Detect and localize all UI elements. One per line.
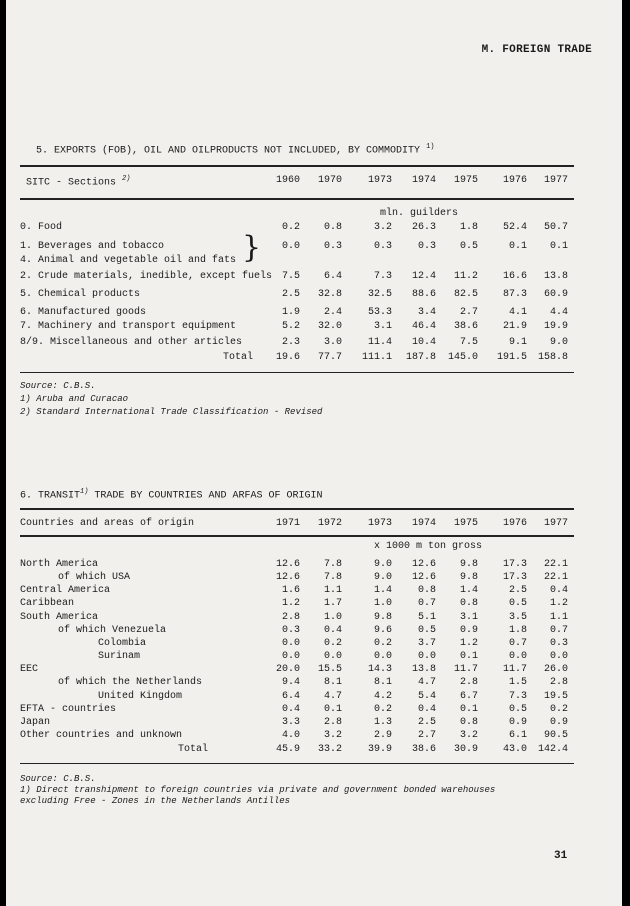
row-label: Caribbean xyxy=(20,598,75,609)
table6-title xyxy=(20,488,322,501)
row-label: of which the Netherlands xyxy=(58,677,203,688)
value-cell: 0.7 xyxy=(508,638,527,649)
value-cell: 0.1 xyxy=(549,241,568,252)
value-cell: 0.8 xyxy=(459,598,478,609)
value-cell: 4.2 xyxy=(373,691,392,702)
value-cell: 26.3 xyxy=(411,222,436,233)
value-cell: 0.2 xyxy=(281,222,300,233)
value-cell: 32.5 xyxy=(367,289,392,300)
value-cell: 0.0 xyxy=(281,651,300,662)
value-cell: 19.6 xyxy=(275,352,300,363)
value-cell: 6.4 xyxy=(281,691,300,702)
table5-row-brace: } xyxy=(242,230,262,265)
table5-header-rule xyxy=(20,198,574,200)
value-cell: 0.9 xyxy=(508,717,527,728)
row-label: 1. Beverages and tobacco xyxy=(20,241,165,252)
value-cell: 12.6 xyxy=(411,572,436,583)
total-label: Total xyxy=(178,744,209,755)
value-cell: 111.1 xyxy=(361,352,392,363)
value-cell: 9.0 xyxy=(373,572,392,583)
value-cell: 12.4 xyxy=(411,271,436,282)
value-cell: 6.7 xyxy=(459,691,478,702)
table6-header-rule xyxy=(20,535,574,537)
year-header: 1960 xyxy=(275,175,300,186)
value-cell: 2.8 xyxy=(323,717,342,728)
value-cell: 145.0 xyxy=(447,352,478,363)
table5-title-footnote-mark: 1) xyxy=(426,143,435,151)
value-cell: 17.3 xyxy=(502,559,527,570)
value-cell: 0.3 xyxy=(281,625,300,636)
table5-unit: mln. guilders xyxy=(380,208,459,219)
value-cell: 0.7 xyxy=(549,625,568,636)
value-cell: 9.1 xyxy=(508,337,527,348)
row-label: United Kingdom xyxy=(98,691,183,702)
value-cell: 7.3 xyxy=(508,691,527,702)
value-cell: 22.1 xyxy=(543,572,568,583)
value-cell: 30.9 xyxy=(453,744,478,755)
value-cell: 3.1 xyxy=(459,612,478,623)
table5-col-label xyxy=(26,175,130,188)
value-cell: 2.5 xyxy=(417,717,436,728)
year-header: 1973 xyxy=(367,518,392,529)
value-cell: 50.7 xyxy=(543,222,568,233)
page-number: 31 xyxy=(554,850,568,862)
value-cell: 7.3 xyxy=(373,271,392,282)
value-cell: 46.4 xyxy=(411,321,436,332)
value-cell: 15.5 xyxy=(317,664,342,675)
table6-title-footnote-mark: 1) xyxy=(80,488,89,496)
value-cell: 21.9 xyxy=(502,321,527,332)
value-cell: 1.0 xyxy=(373,598,392,609)
value-cell: 1.2 xyxy=(459,638,478,649)
value-cell: 0.2 xyxy=(373,704,392,715)
row-label: 4. Animal and vegetable oil and fats xyxy=(20,255,237,266)
value-cell: 9.8 xyxy=(373,612,392,623)
table5-title xyxy=(36,143,434,156)
table6-note: excluding Free - Zones in the Netherlands Antilles xyxy=(20,796,291,806)
value-cell: 0.1 xyxy=(459,704,478,715)
value-cell: 0.2 xyxy=(323,638,342,649)
value-cell: 0.0 xyxy=(281,638,300,649)
year-header: 1970 xyxy=(317,175,342,186)
value-cell: 1.2 xyxy=(549,598,568,609)
value-cell: 158.8 xyxy=(537,352,568,363)
table5-bottom-rule xyxy=(20,372,574,373)
value-cell: 0.2 xyxy=(549,704,568,715)
year-header: 1971 xyxy=(275,518,300,529)
table5-col-label-text: SITC - Sections xyxy=(26,177,117,189)
row-label: 2. Crude materials, inedible, except fuels xyxy=(20,271,273,282)
value-cell: 191.5 xyxy=(496,352,527,363)
value-cell: 2.8 xyxy=(549,677,568,688)
row-label: of which Venezuela xyxy=(58,625,167,636)
value-cell: 0.8 xyxy=(323,222,342,233)
value-cell: 1.8 xyxy=(508,625,527,636)
value-cell: 0.5 xyxy=(459,241,478,252)
value-cell: 3.7 xyxy=(417,638,436,649)
value-cell: 0.7 xyxy=(417,598,436,609)
value-cell: 4.0 xyxy=(281,730,300,741)
value-cell: 12.6 xyxy=(411,559,436,570)
value-cell: 9.8 xyxy=(459,572,478,583)
value-cell: 0.4 xyxy=(281,704,300,715)
value-cell: 14.3 xyxy=(367,664,392,675)
value-cell: 0.0 xyxy=(281,241,300,252)
row-label: Other countries and unknown xyxy=(20,730,183,741)
year-header: 1973 xyxy=(367,175,392,186)
value-cell: 0.3 xyxy=(373,241,392,252)
value-cell: 0.0 xyxy=(508,651,527,662)
value-cell: 6.4 xyxy=(323,271,342,282)
value-cell: 38.6 xyxy=(411,744,436,755)
value-cell: 2.9 xyxy=(373,730,392,741)
running-header: M. FOREIGN TRADE xyxy=(481,44,592,56)
table5-note: Source: C.B.S. xyxy=(20,381,96,391)
row-label: Japan xyxy=(20,717,51,728)
value-cell: 4.7 xyxy=(417,677,436,688)
value-cell: 1.0 xyxy=(323,612,342,623)
value-cell: 3.0 xyxy=(323,337,342,348)
value-cell: 12.6 xyxy=(275,559,300,570)
table6-title-suffix: TRADE BY COUNTRIES AND ARFAS OF ORIGIN xyxy=(88,490,323,502)
value-cell: 4.1 xyxy=(508,307,527,318)
table6-top-rule xyxy=(20,508,574,510)
value-cell: 0.8 xyxy=(459,717,478,728)
value-cell: 0.3 xyxy=(417,241,436,252)
year-header: 1975 xyxy=(453,175,478,186)
row-label: 8/9. Miscellaneous and other articles xyxy=(20,337,243,348)
value-cell: 1.1 xyxy=(549,612,568,623)
value-cell: 7.8 xyxy=(323,559,342,570)
value-cell: 2.7 xyxy=(417,730,436,741)
year-header: 1976 xyxy=(502,518,527,529)
value-cell: 3.2 xyxy=(373,222,392,233)
table5-note: 1) Aruba and Curacao xyxy=(20,394,129,404)
row-label: South America xyxy=(20,612,99,623)
value-cell: 9.0 xyxy=(373,559,392,570)
value-cell: 0.4 xyxy=(549,585,568,596)
value-cell: 22.1 xyxy=(543,559,568,570)
value-cell: 2.8 xyxy=(459,677,478,688)
table6-note: Source: C.B.S. xyxy=(20,774,96,784)
value-cell: 142.4 xyxy=(537,744,568,755)
value-cell: 17.3 xyxy=(502,572,527,583)
value-cell: 43.0 xyxy=(502,744,527,755)
value-cell: 82.5 xyxy=(453,289,478,300)
value-cell: 5.2 xyxy=(281,321,300,332)
value-cell: 3.3 xyxy=(281,717,300,728)
value-cell: 13.8 xyxy=(411,664,436,675)
value-cell: 0.0 xyxy=(417,651,436,662)
value-cell: 0.1 xyxy=(459,651,478,662)
value-cell: 1.3 xyxy=(373,717,392,728)
value-cell: 0.0 xyxy=(549,651,568,662)
table5-col-label-footnote-mark: 2) xyxy=(122,175,131,183)
row-label: Surinam xyxy=(98,651,141,662)
value-cell: 0.5 xyxy=(508,598,527,609)
value-cell: 52.4 xyxy=(502,222,527,233)
value-cell: 19.5 xyxy=(543,691,568,702)
table5-top-rule xyxy=(20,165,574,167)
value-cell: 13.8 xyxy=(543,271,568,282)
value-cell: 1.9 xyxy=(281,307,300,318)
value-cell: 26.0 xyxy=(543,664,568,675)
value-cell: 2.3 xyxy=(281,337,300,348)
value-cell: 0.5 xyxy=(417,625,436,636)
total-label: Total xyxy=(223,352,254,363)
table6-title-prefix: 6. TRANSIT xyxy=(20,490,81,502)
row-label: EFTA - countries xyxy=(20,704,117,715)
value-cell: 3.4 xyxy=(417,307,436,318)
table6-bottom-rule xyxy=(20,763,574,764)
document-page xyxy=(6,0,622,906)
value-cell: 87.3 xyxy=(502,289,527,300)
value-cell: 8.1 xyxy=(373,677,392,688)
value-cell: 0.9 xyxy=(549,717,568,728)
row-label: Colombia xyxy=(98,638,147,649)
row-label: Central America xyxy=(20,585,111,596)
year-header: 1976 xyxy=(502,175,527,186)
value-cell: 0.4 xyxy=(417,704,436,715)
value-cell: 9.4 xyxy=(281,677,300,688)
value-cell: 6.1 xyxy=(508,730,527,741)
value-cell: 33.2 xyxy=(317,744,342,755)
value-cell: 11.7 xyxy=(453,664,478,675)
value-cell: 1.7 xyxy=(323,598,342,609)
row-label: of which USA xyxy=(58,572,131,583)
value-cell: 1.1 xyxy=(323,585,342,596)
value-cell: 0.3 xyxy=(549,638,568,649)
value-cell: 0.9 xyxy=(459,625,478,636)
value-cell: 0.1 xyxy=(323,704,342,715)
value-cell: 7.5 xyxy=(281,271,300,282)
value-cell: 53.3 xyxy=(367,307,392,318)
value-cell: 60.9 xyxy=(543,289,568,300)
value-cell: 1.4 xyxy=(459,585,478,596)
value-cell: 9.6 xyxy=(373,625,392,636)
value-cell: 3.2 xyxy=(323,730,342,741)
value-cell: 11.2 xyxy=(453,271,478,282)
value-cell: 0.0 xyxy=(373,651,392,662)
year-header: 1974 xyxy=(411,175,436,186)
value-cell: 38.6 xyxy=(453,321,478,332)
value-cell: 2.4 xyxy=(323,307,342,318)
row-label: EEC xyxy=(20,664,39,675)
row-label: 6. Manufactured goods xyxy=(20,307,147,318)
year-header: 1974 xyxy=(411,518,436,529)
value-cell: 3.1 xyxy=(373,321,392,332)
value-cell: 4.7 xyxy=(323,691,342,702)
value-cell: 45.9 xyxy=(275,744,300,755)
value-cell: 0.2 xyxy=(373,638,392,649)
value-cell: 0.4 xyxy=(323,625,342,636)
table6-col-label: Countries and areas of origin xyxy=(20,518,195,529)
value-cell: 4.4 xyxy=(549,307,568,318)
value-cell: 0.0 xyxy=(323,651,342,662)
value-cell: 9.0 xyxy=(549,337,568,348)
value-cell: 2.7 xyxy=(459,307,478,318)
row-label: North America xyxy=(20,559,99,570)
value-cell: 7.5 xyxy=(459,337,478,348)
value-cell: 88.6 xyxy=(411,289,436,300)
value-cell: 32.8 xyxy=(317,289,342,300)
value-cell: 0.8 xyxy=(417,585,436,596)
value-cell: 3.5 xyxy=(508,612,527,623)
value-cell: 19.9 xyxy=(543,321,568,332)
value-cell: 9.8 xyxy=(459,559,478,570)
value-cell: 1.4 xyxy=(373,585,392,596)
value-cell: 32.0 xyxy=(317,321,342,332)
value-cell: 8.1 xyxy=(323,677,342,688)
value-cell: 12.6 xyxy=(275,572,300,583)
value-cell: 11.4 xyxy=(367,337,392,348)
value-cell: 5.4 xyxy=(417,691,436,702)
value-cell: 1.5 xyxy=(508,677,527,688)
value-cell: 2.5 xyxy=(508,585,527,596)
row-label: 7. Machinery and transport equipment xyxy=(20,321,237,332)
table6-unit: x 1000 m ton gross xyxy=(374,541,483,552)
value-cell: 0.1 xyxy=(508,241,527,252)
value-cell: 2.8 xyxy=(281,612,300,623)
year-header: 1975 xyxy=(453,518,478,529)
value-cell: 77.7 xyxy=(317,352,342,363)
value-cell: 20.0 xyxy=(275,664,300,675)
value-cell: 1.8 xyxy=(459,222,478,233)
table5-note: 2) Standard International Trade Classification - Revised xyxy=(20,407,323,417)
value-cell: 0.5 xyxy=(508,704,527,715)
value-cell: 39.9 xyxy=(367,744,392,755)
value-cell: 11.7 xyxy=(502,664,527,675)
table5-title-text: 5. EXPORTS (FOB), OIL AND OILPRODUCTS NOT INCLUDED, BY COMMODITY xyxy=(36,145,421,157)
year-header: 1977 xyxy=(543,518,568,529)
year-header: 1972 xyxy=(317,518,342,529)
value-cell: 16.6 xyxy=(502,271,527,282)
value-cell: 0.3 xyxy=(323,241,342,252)
year-header: 1977 xyxy=(543,175,568,186)
value-cell: 5.1 xyxy=(417,612,436,623)
row-label: 5. Chemical products xyxy=(20,289,141,300)
value-cell: 1.2 xyxy=(281,598,300,609)
row-label: 0. Food xyxy=(20,222,63,233)
value-cell: 7.8 xyxy=(323,572,342,583)
value-cell: 10.4 xyxy=(411,337,436,348)
value-cell: 2.5 xyxy=(281,289,300,300)
value-cell: 187.8 xyxy=(405,352,436,363)
value-cell: 1.6 xyxy=(281,585,300,596)
value-cell: 90.5 xyxy=(543,730,568,741)
table6-note: 1) Direct transhipment to foreign countries via private and government bonded warehouses xyxy=(20,785,496,795)
value-cell: 3.2 xyxy=(459,730,478,741)
